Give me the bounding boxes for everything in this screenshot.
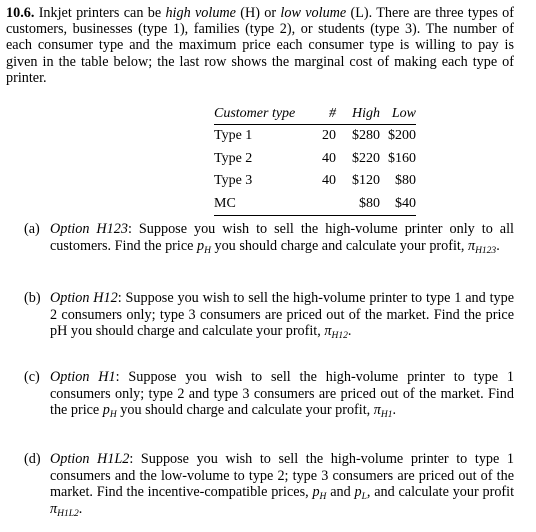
table-header-row [214,104,416,125]
table-row [214,148,416,171]
table-cell: $120 [352,173,380,189]
table-cell: Type 1 [214,128,253,144]
table-cell: 20 [322,128,336,144]
option-name: Option H12 [50,290,118,306]
table-row [214,170,416,193]
part-b-label: (b) [24,290,41,306]
table-cell: $80 [395,173,416,189]
table-row [214,193,416,216]
problem-number: 10.6. [6,5,35,21]
table-cell: 40 [322,150,336,166]
header-count: # [312,104,336,125]
part-a: (a) Option H123: Suppose you wish to sell the high-volume printer only to all customers. Find the price $p_H$ you should charge and calculate your profit, $\pi_{H123}$. [24,221,514,256]
part-a-label: (a) [24,221,40,237]
table-cell: MC [214,193,312,216]
part-d-label: (d) [24,451,41,467]
problem-intro: 10.6. Inkjet printers can be high volume (H) or low volume (L). There are three types of customers, businesses (type 1), families (type 2), or students (type 3). The number of each consumer type and the maximum price each consumer type is willing to pay is given in the table below; the last row shows the marginal cost of making each type of printer. [6,5,514,86]
table-cell: $220 [352,150,380,166]
table-cell: $40 [380,193,416,216]
part-b: (b) Option H12: Suppose you wish to sell the high-volume printer to type 1 and type 2 consumers only; type 3 consumers are priced out of the market. Find the price pH you should charge and calculate your profit, $\pi_{H12}$. [24,290,515,342]
table-cell: $160 [388,150,416,166]
table-cell [312,193,336,216]
part-d: (d) Option H1L2: Suppose you wish to sell the high-volume printer to type 1 consumers and the low-volume to type 2; type 3 consumers are priced out of the market. Find the incentive-compatible prices, $p_H$ and $p_L$, and calculate your profit $\pi_{H1L2}$. [24,451,515,519]
table-cell: Type 3 [214,173,253,189]
option-name: Option H1L2 [50,451,130,467]
high-volume-term: high volume [165,5,236,21]
table-cell: $80 [336,193,380,216]
option-name: Option H1 [50,369,116,385]
table-row [214,125,416,148]
option-name: Option H123 [50,221,128,237]
low-volume-term: low volume [280,5,347,21]
table-cell: $280 [352,128,380,144]
table-cell: $200 [388,128,416,144]
header-high: High [336,104,380,125]
part-c-label: (c) [24,369,40,385]
table-cell: Type 2 [214,150,253,166]
price-table [214,104,416,216]
header-customer-type: Customer type [214,104,312,125]
part-c: (c) Option H1: Suppose you wish to sell the high-volume printer to type 1 consumers only; type 2 and type 3 consumers are priced out of the market. Find the price $p_H$ you should charge and calculate your profit, $\pi_{H1}$. [24,369,515,421]
header-low: Low [380,104,416,125]
table-cell: 40 [322,173,336,189]
